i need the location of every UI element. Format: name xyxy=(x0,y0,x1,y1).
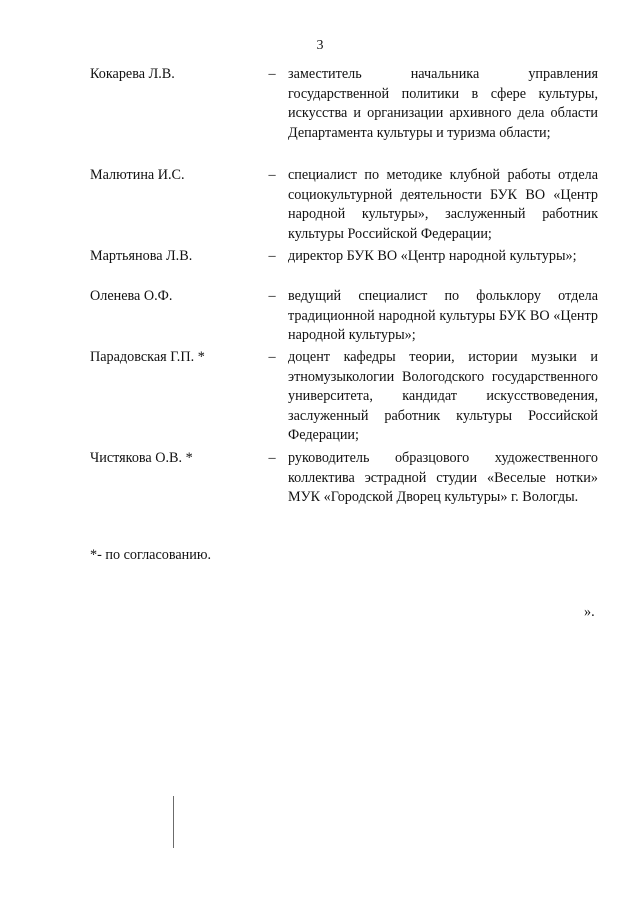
margin-mark-line xyxy=(173,796,174,848)
member-entry xyxy=(90,287,602,348)
member-description: специалист по методике клубной работы отдела социокультурной деятельности БУК ВО «Центр народной культуры», заслуженный работник культуры Российской Федерации; xyxy=(288,167,598,242)
member-name: Малютина И.С. xyxy=(90,167,185,183)
member-name: Парадовская Г.П. * xyxy=(90,349,205,365)
member-name: Кокарева Л.В. xyxy=(90,66,175,82)
member-dash: – xyxy=(268,450,276,466)
member-entry xyxy=(90,348,602,449)
member-entry xyxy=(90,166,602,247)
closing-quote: ». xyxy=(584,604,595,620)
member-entry xyxy=(90,65,602,166)
member-dash: – xyxy=(268,66,276,82)
member-dash: – xyxy=(268,288,276,304)
member-description: ведущий специалист по фольклору отдела традиционной народной культуры БУК ВО «Центр народной культуры»; xyxy=(288,288,598,344)
footnote: *- по согласованию. xyxy=(90,547,211,563)
member-description: директор БУК ВО «Центр народной культуры»; xyxy=(288,248,577,264)
member-dash: – xyxy=(268,248,276,264)
page-number: 3 xyxy=(316,38,324,53)
member-entry xyxy=(90,247,602,287)
member-description: доцент кафедры теории, истории музыки и этномузыкологии Вологодского государственного университета, кандидат искусствоведения, заслуженный работник культуры Российской Федерации; xyxy=(288,349,598,444)
member-dash: – xyxy=(268,349,276,365)
commission-members-list xyxy=(90,65,602,530)
member-name: Оленева О.Ф. xyxy=(90,288,173,304)
member-description: заместитель начальника управления государственной политики в сфере культуры, искусства и организации архивного дела области Департамента культуры и туризма области; xyxy=(288,66,598,141)
member-dash: – xyxy=(268,167,276,183)
member-entry xyxy=(90,449,602,530)
member-name: Мартьянова Л.В. xyxy=(90,248,193,264)
member-description: руководитель образцового художественного коллектива эстрадной студии «Веселые нотки» МУК «Городской Дворец культуры» г. Вологды. xyxy=(288,450,598,506)
member-name: Чистякова О.В. * xyxy=(90,450,193,466)
